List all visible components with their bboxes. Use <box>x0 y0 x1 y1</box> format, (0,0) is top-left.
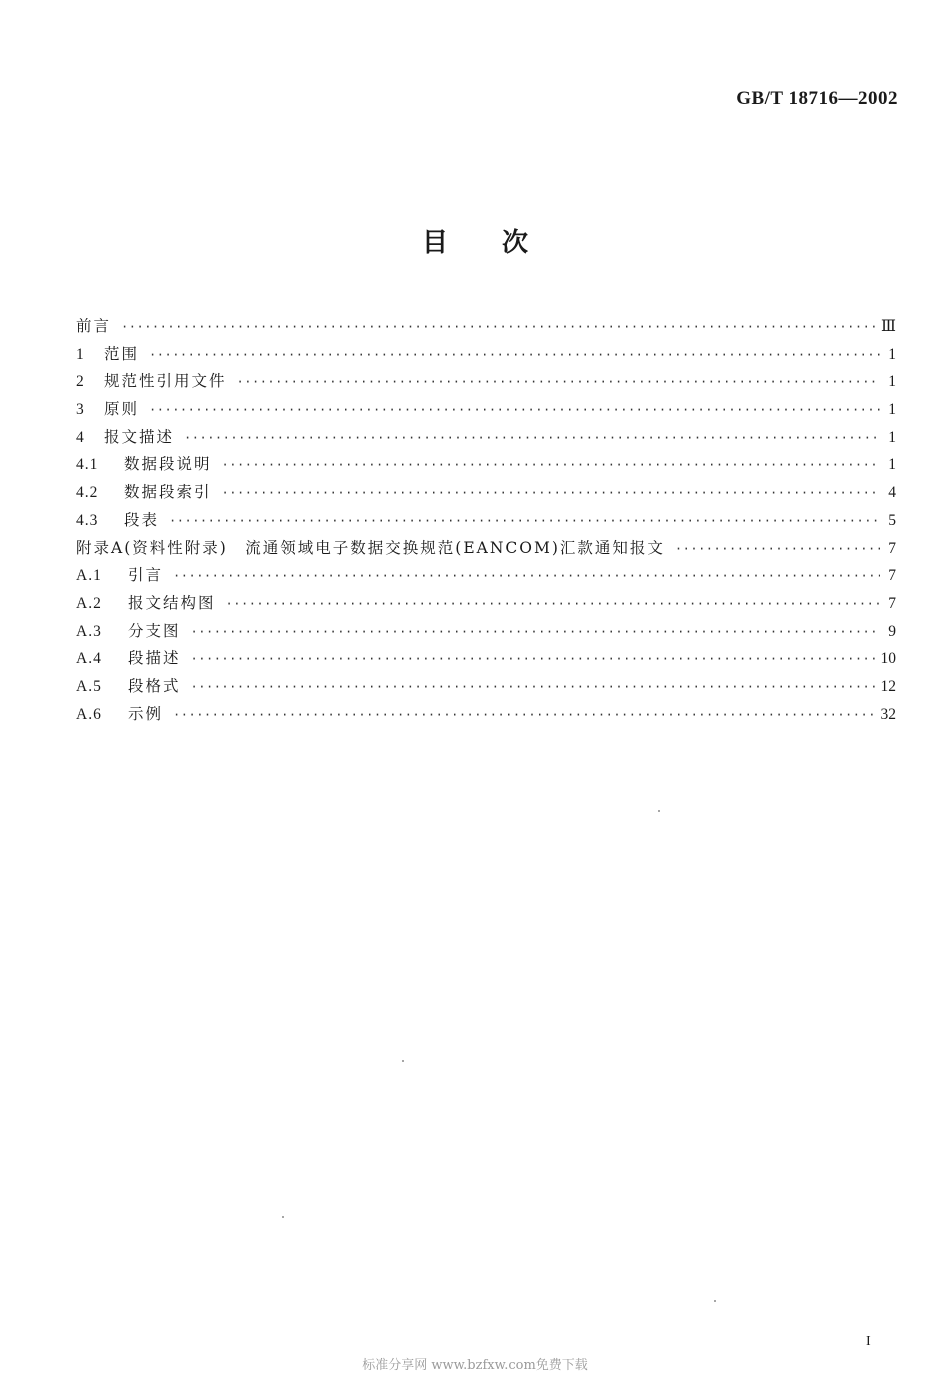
toc-leader-dots <box>121 314 875 342</box>
scan-speck <box>402 1060 404 1062</box>
toc-entry-number: 4.2 <box>76 484 99 502</box>
toc-entry[interactable] <box>76 645 896 673</box>
toc-entry-title: 报文结构图 <box>128 593 216 612</box>
toc-entry-number: A.1 <box>76 567 102 585</box>
toc-entry-page: 7 <box>888 594 896 612</box>
toc-entry-page: 1 <box>888 428 896 446</box>
toc-entry-number: 3 <box>76 401 85 419</box>
toc-entry[interactable] <box>76 507 896 535</box>
toc-entry[interactable] <box>76 618 896 646</box>
toc-entry-title: 段描述 <box>128 649 181 668</box>
toc-entry-page: 1 <box>888 345 896 363</box>
toc-entry[interactable] <box>76 396 896 424</box>
toc-entry[interactable] <box>76 479 896 507</box>
toc-entry[interactable] <box>76 451 896 479</box>
toc-entry-number: A.2 <box>76 594 102 612</box>
toc-entry[interactable] <box>76 368 896 396</box>
toc-entry-number: A.4 <box>76 650 102 668</box>
table-of-contents <box>76 313 896 728</box>
toc-leader-dots <box>222 480 880 508</box>
toc-entry-page: 32 <box>880 705 896 723</box>
toc-entry-title: 范围 <box>104 344 140 363</box>
toc-entry-title: 规范性引用文件 <box>104 372 227 391</box>
toc-entry-title: 数据段说明 <box>124 455 212 474</box>
toc-leader-dots <box>149 397 880 425</box>
toc-entry[interactable] <box>76 341 896 369</box>
watermark-text: 标准分享网 www.bzfxw.com免费下载 <box>362 1358 588 1373</box>
toc-entry-number: 1 <box>76 345 85 363</box>
scan-speck <box>714 1300 716 1302</box>
toc-entry-title: 引言 <box>128 566 164 585</box>
toc-entry-number: 4.1 <box>76 456 99 474</box>
toc-entry-number: 4.3 <box>76 511 99 529</box>
toc-entry[interactable] <box>76 562 896 590</box>
toc-entry-page: 1 <box>888 401 896 419</box>
toc-entry-number: A.6 <box>76 705 102 723</box>
toc-entry-page: 9 <box>888 622 896 640</box>
toc-leader-dots <box>191 674 875 702</box>
toc-leader-dots <box>169 508 880 536</box>
scan-speck <box>282 1216 284 1218</box>
toc-entry[interactable] <box>76 424 896 452</box>
toc-entry-page: 5 <box>888 511 896 529</box>
toc-leader-dots <box>226 591 880 619</box>
toc-leader-dots <box>184 425 880 453</box>
toc-entry-title: 报文描述 <box>104 427 175 446</box>
toc-entry-page: 12 <box>880 677 896 695</box>
toc-entry-number: A.5 <box>76 677 102 695</box>
toc-entry[interactable] <box>76 590 896 618</box>
standard-number: GB/T 18716—2002 <box>736 88 898 109</box>
toc-entry[interactable] <box>76 313 896 341</box>
toc-entry-number: 2 <box>76 373 85 391</box>
toc-entry[interactable] <box>76 701 896 729</box>
page-title: 目次 <box>421 228 582 258</box>
toc-entry-page: 4 <box>888 484 896 502</box>
toc-entry-title: 附录A(资料性附录) 流通领域电子数据交换规范(EANCOM)汇款通知报文 <box>76 538 665 557</box>
toc-leader-dots <box>173 702 874 730</box>
toc-entry-title: 数据段索引 <box>124 483 212 502</box>
toc-leader-dots <box>237 369 880 397</box>
toc-entry-page: 10 <box>880 650 896 668</box>
toc-entry-title: 原则 <box>104 400 140 419</box>
toc-leader-dots <box>675 536 880 564</box>
toc-entry[interactable] <box>76 673 896 701</box>
toc-entry-page: 1 <box>888 456 896 474</box>
toc-leader-dots <box>191 619 880 647</box>
toc-entry[interactable] <box>76 535 896 563</box>
toc-entry-number: 4 <box>76 428 85 446</box>
toc-entry-page: 7 <box>888 539 896 557</box>
toc-entry-page: 7 <box>888 567 896 585</box>
toc-leader-dots <box>222 452 880 480</box>
toc-entry-title: 段格式 <box>128 676 181 695</box>
toc-leader-dots <box>149 342 880 370</box>
page-number: I <box>866 1334 871 1349</box>
toc-entry-page: 1 <box>888 373 896 391</box>
toc-leader-dots <box>191 646 875 674</box>
toc-entry-title: 段表 <box>124 510 160 529</box>
toc-entry-title: 分支图 <box>128 621 181 640</box>
scan-speck <box>658 810 660 812</box>
toc-entry-number: A.3 <box>76 622 102 640</box>
toc-leader-dots <box>173 563 880 591</box>
toc-entry-title: 前言 <box>76 317 112 335</box>
toc-entry-title: 示例 <box>128 704 164 723</box>
toc-entry-page: Ⅲ <box>881 318 896 335</box>
